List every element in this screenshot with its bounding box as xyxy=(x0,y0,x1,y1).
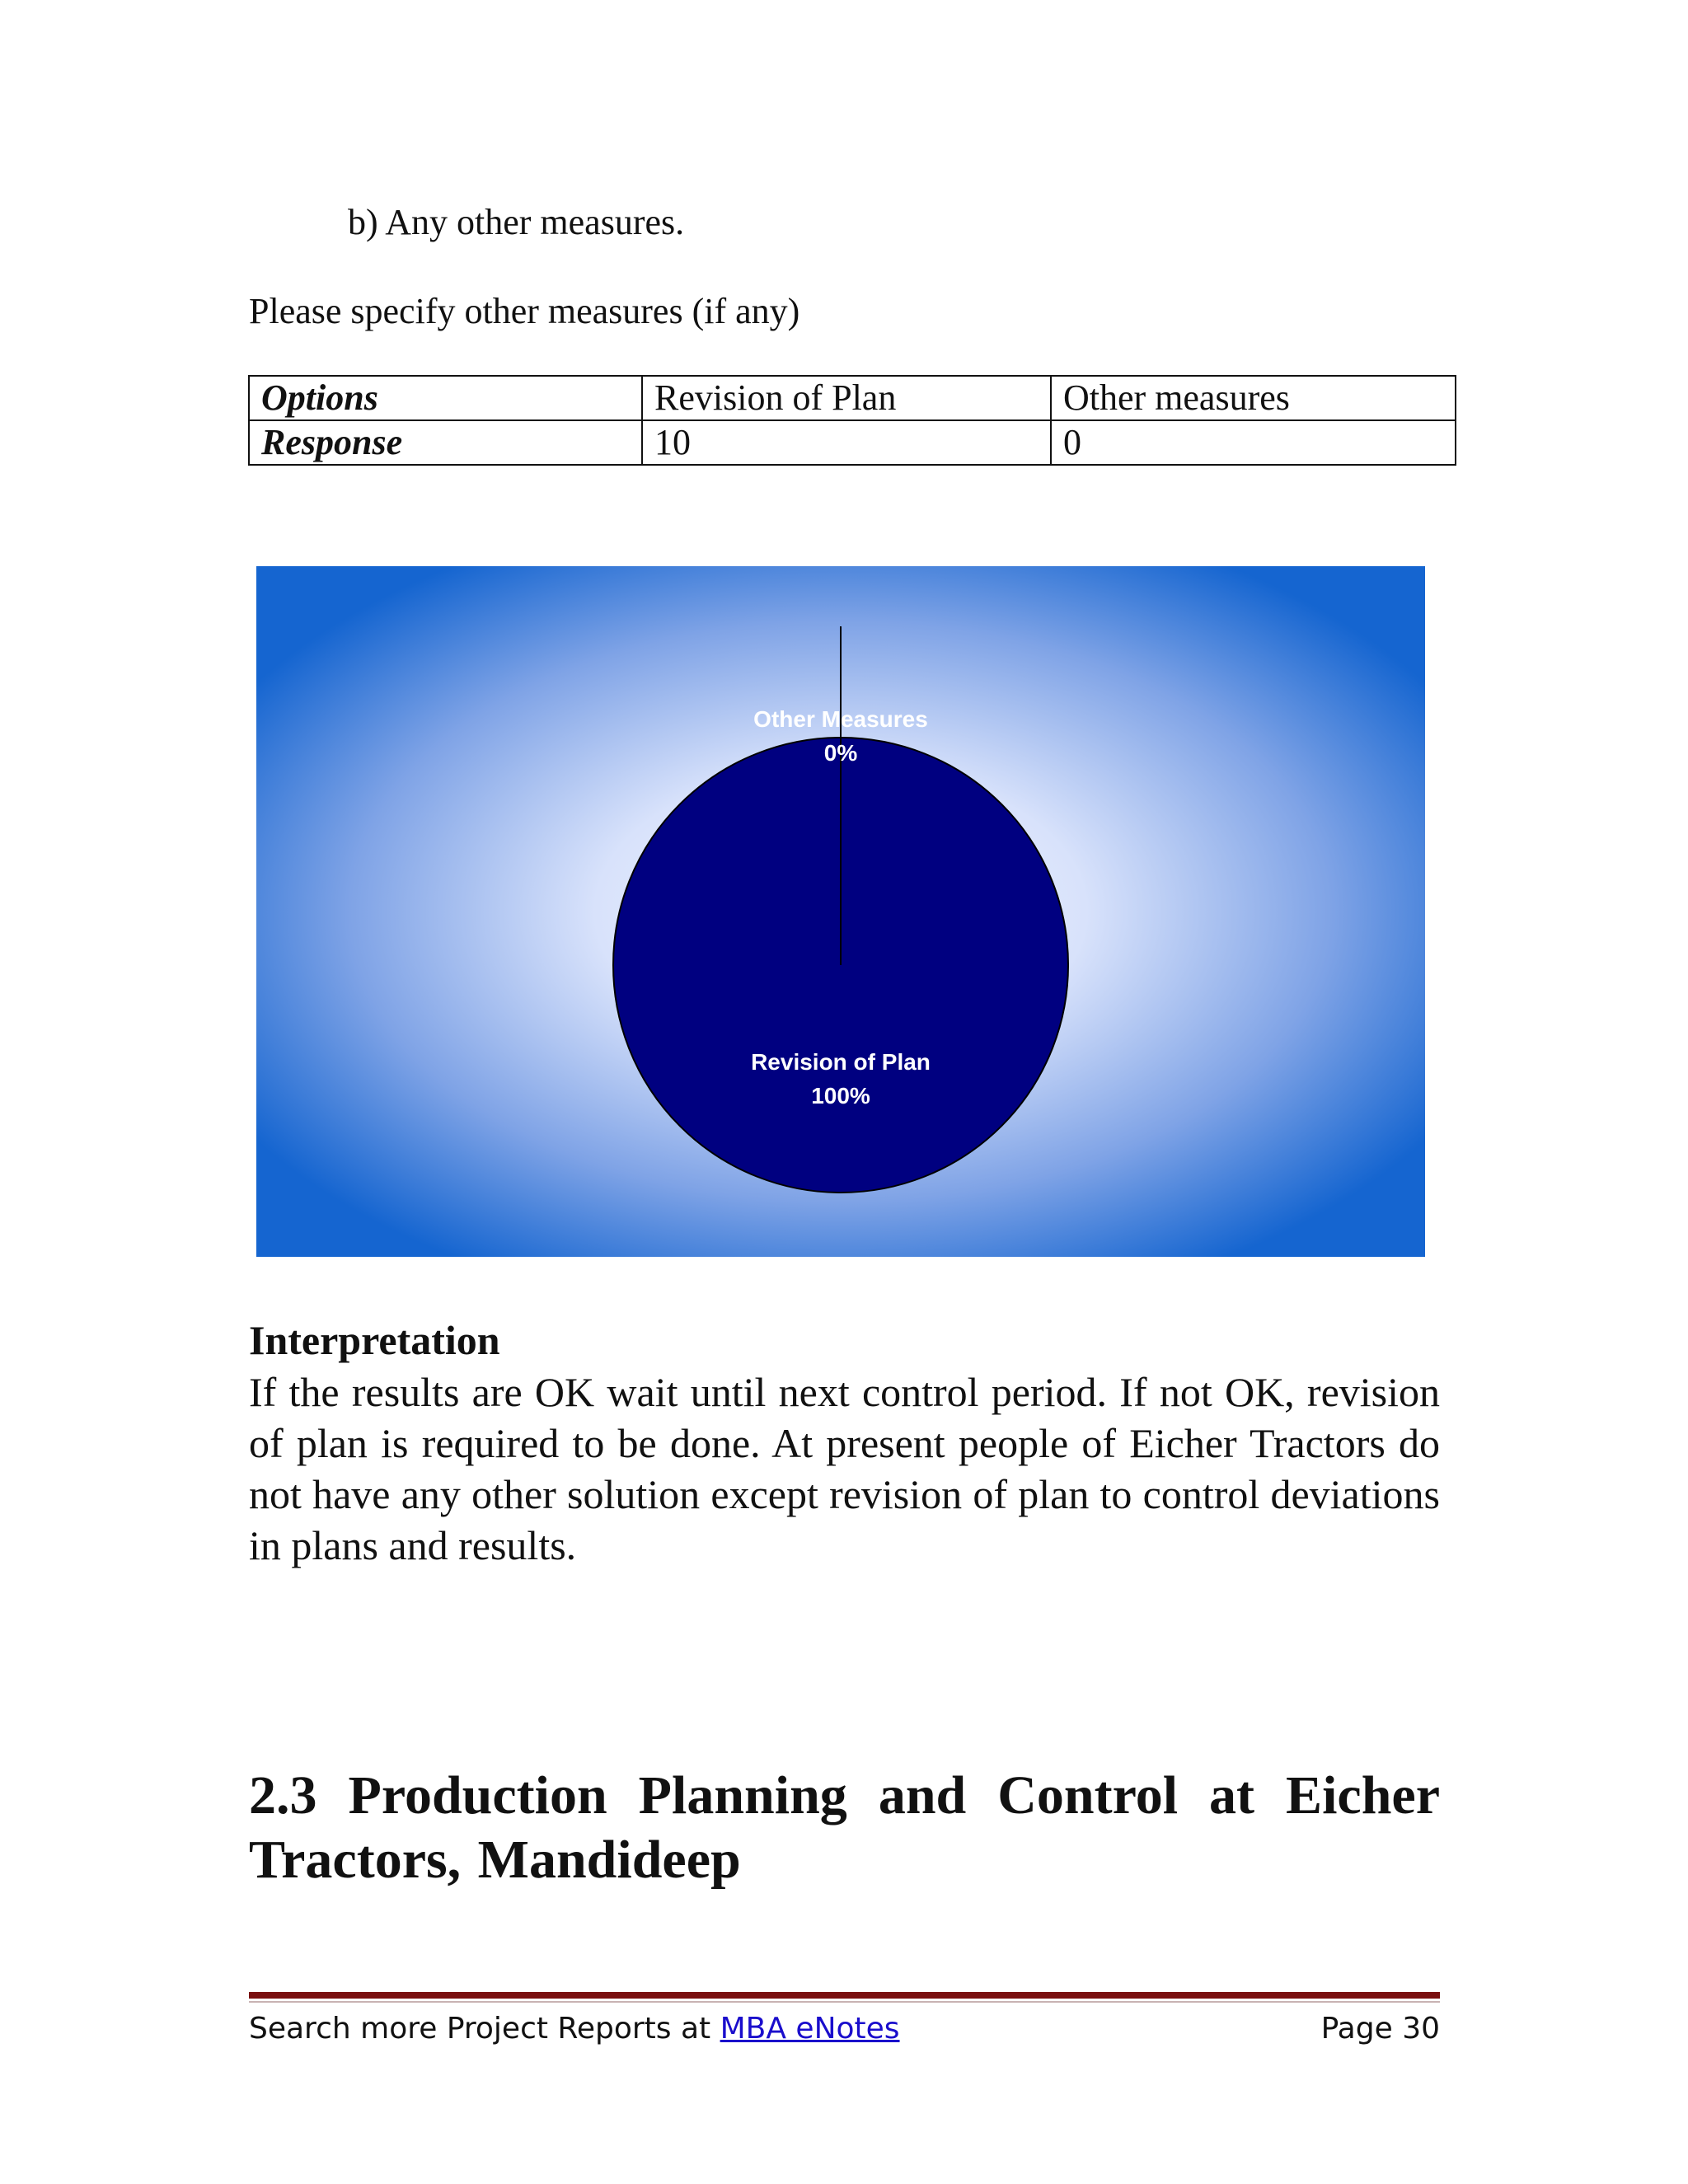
footer-text xyxy=(249,2008,900,2050)
data-label-other-measures-pct: 0% xyxy=(823,740,858,766)
table-cell: 0 xyxy=(1051,420,1456,465)
footer-divider-thin xyxy=(249,2001,1440,2003)
specify-instruction: Please specify other measures (if any) xyxy=(249,291,800,331)
page-number: Page 30 xyxy=(1320,2012,1440,2046)
mba-enotes-link[interactable]: MBA eNotes xyxy=(720,2012,900,2046)
table-cell: Other measures xyxy=(1051,376,1456,420)
question-sub-item: b) Any other measures. xyxy=(348,202,685,242)
interpretation-heading: Interpretation xyxy=(249,1317,500,1363)
table-row xyxy=(249,376,1456,420)
interpretation-text: If the results are OK wait until next control period. If not OK, revision of plan is required to be done. At present people of Eicher Tractors do not have any other solution except revision of plan to control deviations in plans and results. xyxy=(249,1369,1440,1568)
table-row xyxy=(249,420,1456,465)
section-heading: 2.3 Production Planning and Control at Eicher Tractors, Mandideep xyxy=(249,1765,1440,1890)
response-table xyxy=(248,375,1456,466)
pie-chart-svg xyxy=(256,566,1425,1257)
data-label-other-measures: Other Measures xyxy=(753,706,928,732)
data-label-revision-of-plan-pct: 100% xyxy=(811,1083,870,1108)
table-cell: 10 xyxy=(642,420,1051,465)
footer-divider xyxy=(249,1992,1440,1999)
table-cell: Revision of Plan xyxy=(642,376,1051,420)
footer-prefix: Search more Project Reports at xyxy=(249,2012,720,2046)
pie-chart xyxy=(256,566,1425,1257)
row-header-options: Options xyxy=(249,376,642,420)
row-header-response: Response xyxy=(249,420,642,465)
data-label-revision-of-plan: Revision of Plan xyxy=(751,1049,931,1075)
